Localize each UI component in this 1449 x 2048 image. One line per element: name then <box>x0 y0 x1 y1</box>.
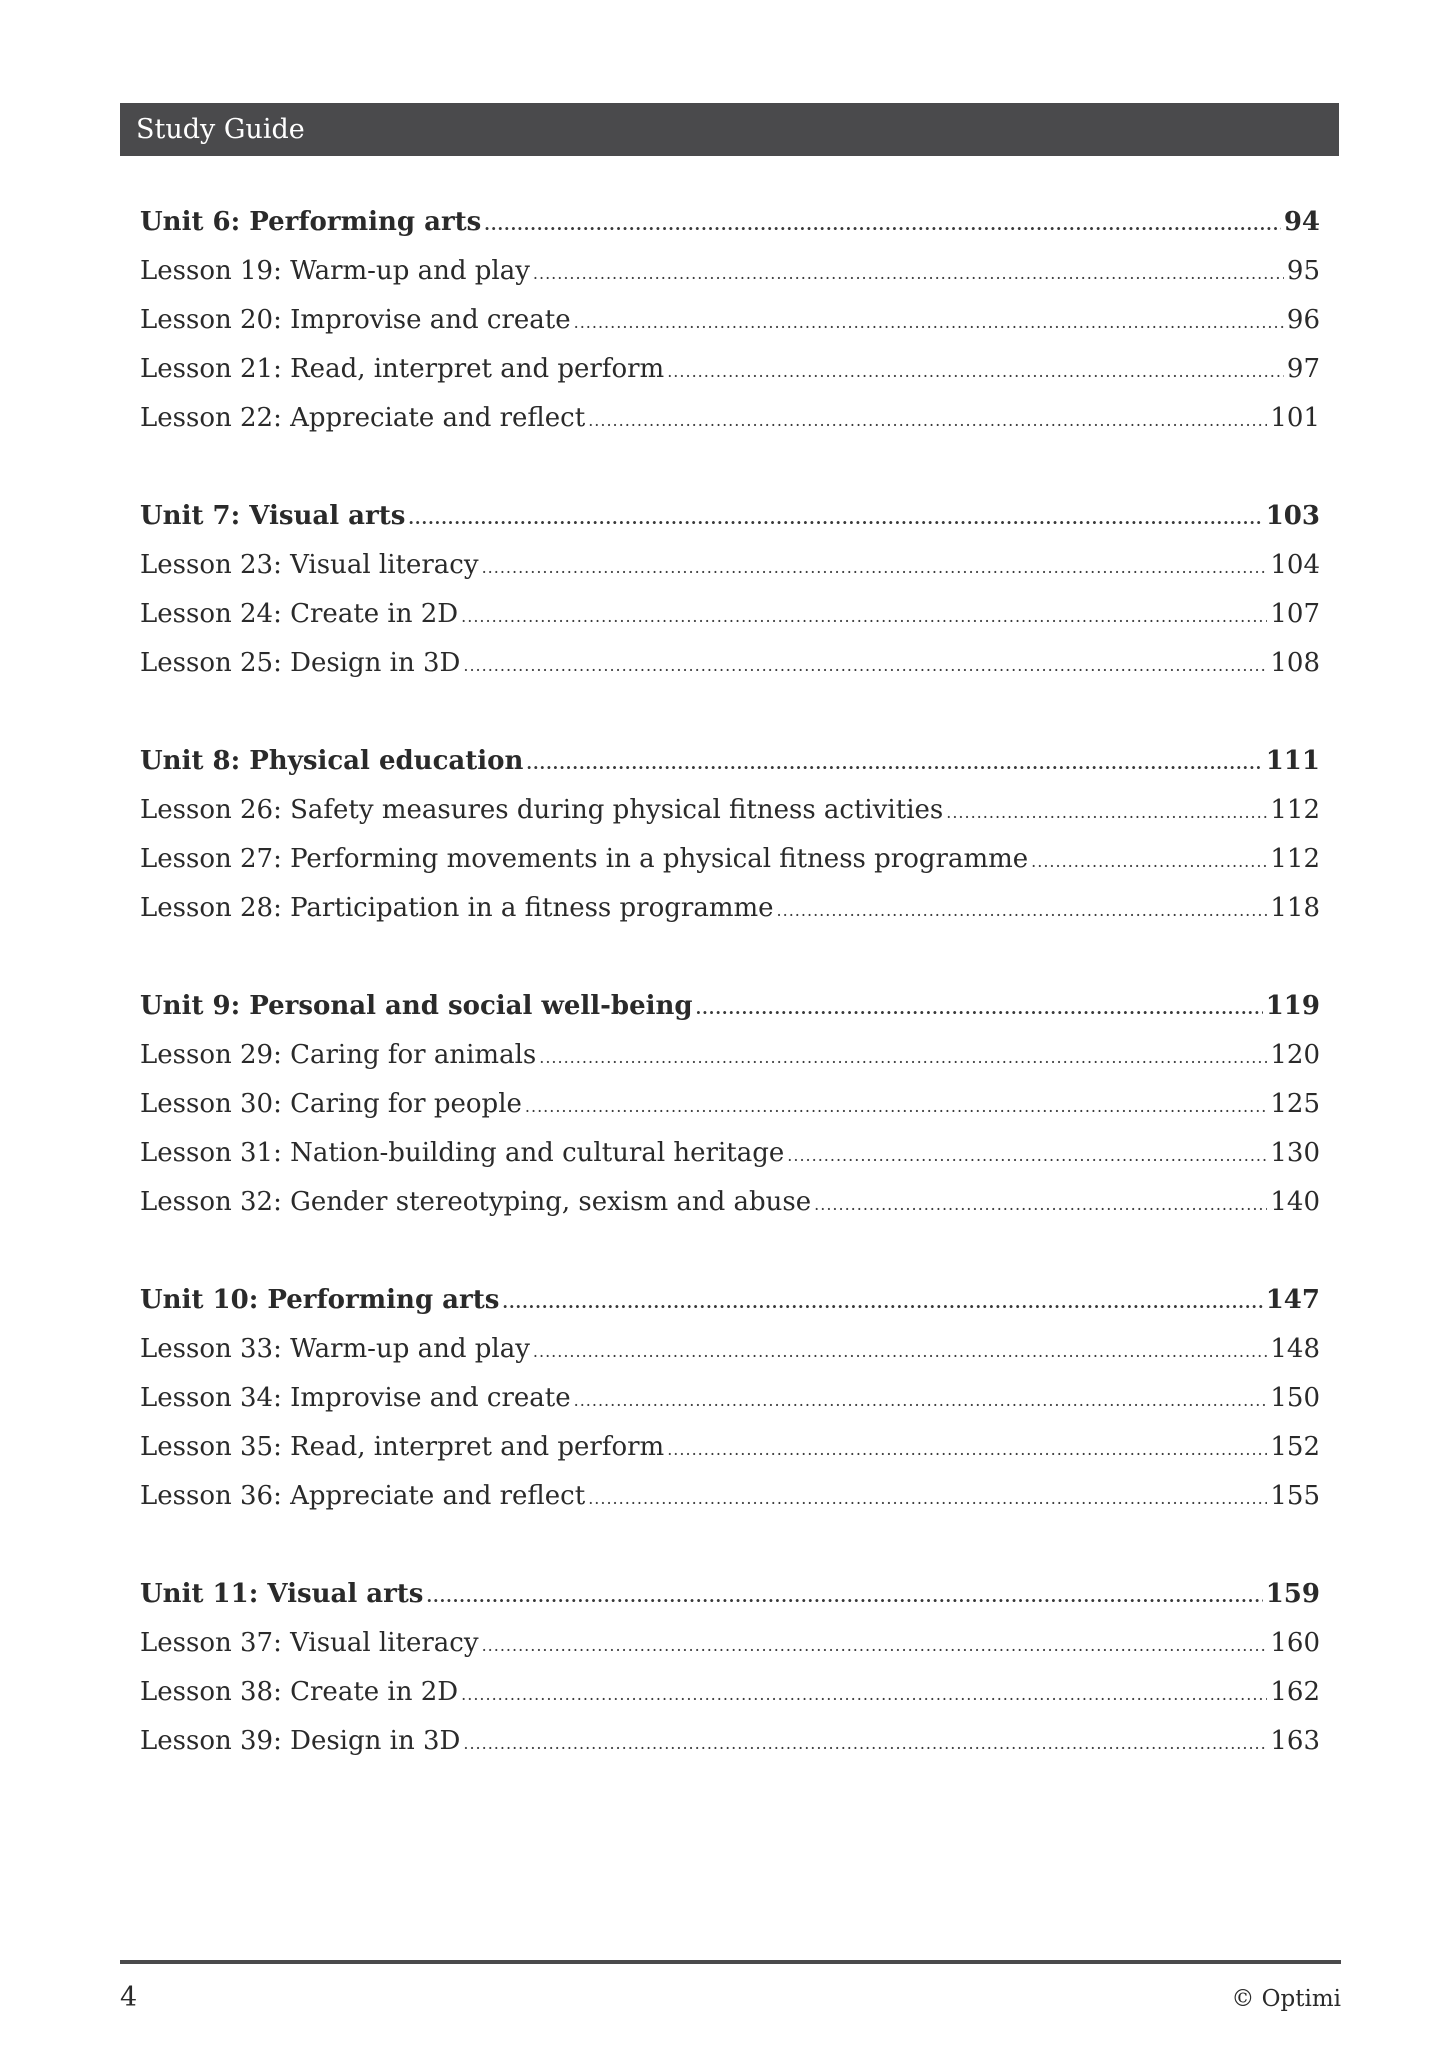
lesson-page-number: 108 <box>1270 648 1320 678</box>
lesson-title: Lesson 28: Participation in a fitness programme <box>140 893 774 923</box>
dot-leader <box>574 1376 1268 1425</box>
dot-leader <box>525 1082 1267 1131</box>
lesson-title: Lesson 22: Appreciate and reflect <box>140 403 586 433</box>
copyright-notice: © Optimi <box>1231 1986 1341 2012</box>
lesson-title: Lesson 23: Visual literacy <box>140 550 479 580</box>
lesson-entry <box>140 1668 1320 1717</box>
dot-leader <box>461 592 1267 641</box>
dot-leader <box>408 494 1262 543</box>
lesson-entry <box>140 835 1320 884</box>
dot-leader <box>482 1621 1268 1670</box>
lesson-title: Lesson 36: Appreciate and reflect <box>140 1481 586 1511</box>
unit-title: Unit 9: Personal and social well-being <box>140 991 693 1021</box>
header-title: Study Guide <box>136 114 305 145</box>
lesson-entry <box>140 590 1320 639</box>
unit-entry <box>140 1276 1320 1325</box>
lesson-entry <box>140 1717 1320 1766</box>
footer-divider <box>120 1960 1341 1964</box>
dot-leader <box>533 1327 1267 1376</box>
running-header <box>120 103 1339 156</box>
lesson-entry <box>140 1129 1320 1178</box>
lesson-page-number: 152 <box>1270 1432 1320 1462</box>
dot-leader <box>482 543 1268 592</box>
unit-block <box>140 1570 1320 1766</box>
unit-title: Unit 6: Performing arts <box>140 207 482 237</box>
lesson-title: Lesson 35: Read, interpret and perform <box>140 1432 665 1462</box>
lesson-entry <box>140 247 1320 296</box>
unit-entry <box>140 737 1320 786</box>
lesson-page-number: 112 <box>1270 795 1320 825</box>
lesson-page-number: 160 <box>1270 1628 1320 1658</box>
dot-leader <box>533 249 1284 298</box>
unit-block <box>140 1276 1320 1521</box>
unit-page-number: 94 <box>1283 207 1320 237</box>
lesson-entry <box>140 296 1320 345</box>
lesson-title: Lesson 32: Gender stereotyping, sexism and abuse <box>140 1187 812 1217</box>
dot-leader <box>484 200 1281 249</box>
unit-block <box>140 492 1320 688</box>
dot-leader <box>588 1474 1267 1523</box>
lesson-entry <box>140 1031 1320 1080</box>
lesson-title: Lesson 19: Warm-up and play <box>140 256 530 286</box>
unit-title: Unit 8: Physical education <box>140 746 524 776</box>
lesson-entry <box>140 1080 1320 1129</box>
dot-leader <box>667 1425 1267 1474</box>
dot-leader <box>502 1278 1262 1327</box>
unit-entry <box>140 198 1320 247</box>
lesson-page-number: 163 <box>1270 1726 1320 1756</box>
unit-title: Unit 11: Visual arts <box>140 1579 424 1609</box>
unit-page-number: 159 <box>1265 1579 1320 1609</box>
lesson-page-number: 148 <box>1270 1334 1320 1364</box>
dot-leader <box>814 1180 1267 1229</box>
lesson-page-number: 162 <box>1270 1677 1320 1707</box>
lesson-entry <box>140 1619 1320 1668</box>
dot-leader <box>946 788 1267 837</box>
dot-leader <box>463 641 1267 690</box>
lesson-page-number: 155 <box>1270 1481 1320 1511</box>
dot-leader <box>787 1131 1267 1180</box>
lesson-page-number: 104 <box>1270 550 1320 580</box>
dot-leader <box>667 347 1284 396</box>
lesson-title: Lesson 39: Design in 3D <box>140 1726 461 1756</box>
lesson-entry <box>140 786 1320 835</box>
unit-page-number: 147 <box>1265 1285 1320 1315</box>
lesson-page-number: 118 <box>1270 893 1320 923</box>
lesson-title: Lesson 26: Safety measures during physical fitness activities <box>140 795 944 825</box>
lesson-title: Lesson 25: Design in 3D <box>140 648 461 678</box>
lesson-title: Lesson 37: Visual literacy <box>140 1628 479 1658</box>
lesson-page-number: 96 <box>1286 305 1320 335</box>
lesson-entry <box>140 1374 1320 1423</box>
lesson-page-number: 101 <box>1270 403 1320 433</box>
lesson-title: Lesson 20: Improvise and create <box>140 305 571 335</box>
unit-block <box>140 198 1320 443</box>
unit-block <box>140 737 1320 933</box>
page-number: 4 <box>120 1982 138 2013</box>
lesson-title: Lesson 34: Improvise and create <box>140 1383 571 1413</box>
lesson-page-number: 125 <box>1270 1089 1320 1119</box>
dot-leader <box>526 739 1262 788</box>
lesson-page-number: 150 <box>1270 1383 1320 1413</box>
lesson-entry <box>140 394 1320 443</box>
lesson-page-number: 97 <box>1286 354 1320 384</box>
unit-entry <box>140 1570 1320 1619</box>
lesson-entry <box>140 345 1320 394</box>
unit-page-number: 119 <box>1265 991 1320 1021</box>
lesson-title: Lesson 21: Read, interpret and perform <box>140 354 665 384</box>
unit-page-number: 103 <box>1265 501 1320 531</box>
unit-entry <box>140 982 1320 1031</box>
dot-leader <box>696 984 1263 1033</box>
unit-entry <box>140 492 1320 541</box>
dot-leader <box>1031 837 1267 886</box>
lesson-title: Lesson 31: Nation-building and cultural heritage <box>140 1138 785 1168</box>
lesson-page-number: 95 <box>1286 256 1320 286</box>
dot-leader <box>777 886 1268 935</box>
lesson-entry <box>140 1178 1320 1227</box>
lesson-title: Lesson 27: Performing movements in a physical fitness programme <box>140 844 1029 874</box>
lesson-entry <box>140 541 1320 590</box>
lesson-title: Lesson 24: Create in 2D <box>140 599 459 629</box>
dot-leader <box>588 396 1267 445</box>
unit-title: Unit 10: Performing arts <box>140 1285 500 1315</box>
table-of-contents <box>140 198 1320 1815</box>
unit-page-number: 111 <box>1265 746 1320 776</box>
lesson-page-number: 107 <box>1270 599 1320 629</box>
lesson-title: Lesson 29: Caring for animals <box>140 1040 537 1070</box>
lesson-page-number: 112 <box>1270 844 1320 874</box>
lesson-entry <box>140 639 1320 688</box>
dot-leader <box>461 1670 1267 1719</box>
lesson-entry <box>140 1423 1320 1472</box>
lesson-page-number: 120 <box>1270 1040 1320 1070</box>
lesson-title: Lesson 33: Warm-up and play <box>140 1334 530 1364</box>
dot-leader <box>574 298 1284 347</box>
unit-block <box>140 982 1320 1227</box>
lesson-entry <box>140 884 1320 933</box>
lesson-title: Lesson 30: Caring for people <box>140 1089 522 1119</box>
lesson-entry <box>140 1472 1320 1521</box>
lesson-entry <box>140 1325 1320 1374</box>
dot-leader <box>463 1719 1267 1768</box>
lesson-page-number: 140 <box>1270 1187 1320 1217</box>
unit-title: Unit 7: Visual arts <box>140 501 406 531</box>
lesson-page-number: 130 <box>1270 1138 1320 1168</box>
dot-leader <box>426 1572 1262 1621</box>
lesson-title: Lesson 38: Create in 2D <box>140 1677 459 1707</box>
dot-leader <box>539 1033 1267 1082</box>
